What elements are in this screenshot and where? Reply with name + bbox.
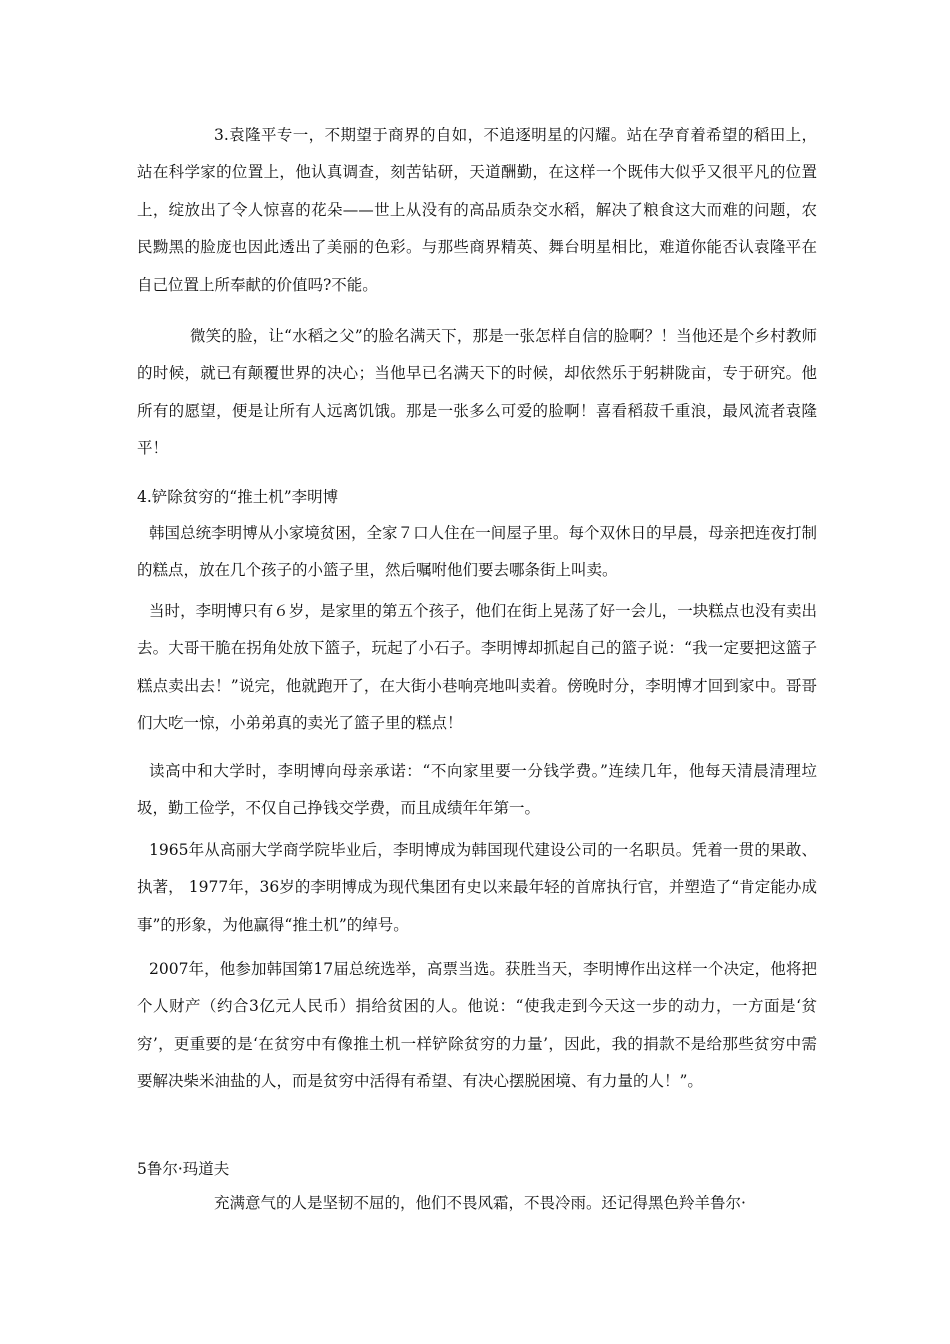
section4-paragraph-3: 读高中和大学时，李明博向母亲承诺：“不向家里要一分钱学费。”连续几年，他每天清晨清理垃圾，勤工俭学，不仅自己挣钱交学费，而且成绩年年第一。	[137, 762, 817, 818]
section4-heading: 4.铲除贫穷的“推土机”李明博	[137, 488, 339, 506]
section3-paragraph-2: 微笑的脸，让“水稻之父”的脸名满天下，那是一张怎样自信的脸啊？！当他还是个乡村教师的时候，就已有颠覆世界的决心；当他早已名满天下的时候，却依然乐于躬耕陇亩，专于研究。他所有的愿望，便是让所有人远离饥饿。那是一张多么可爱的脸啊！喜看稻菽千重浪，最风流者袁隆平！	[137, 327, 817, 458]
section3-paragraph-1: 3.袁隆平专一，不期望于商界的自如，不追逐明星的闪耀。站在孕育着希望的稻田上，站在科学家的位置上，他认真调查，刻苦钻研，天道酬勤，在这样一个既伟大似乎又很平凡的位置上，绽放出了令人惊喜的花朵——世上从没有的高品质杂交水稻，解决了粮食这大而难的问题，农民黝黑的脸庞也因此透出了美丽的色彩。与那些商界精英、舞台明星相比，难道你能否认袁隆平在自己位置上所奉献的价值吗?不能。	[137, 126, 817, 294]
section5-paragraph-1: 充满意气的人是坚韧不屈的，他们不畏风霜，不畏冷雨。还记得黑色羚羊鲁尔·	[214, 1194, 746, 1212]
section4-paragraph-1: 韩国总统李明博从小家境贫困，全家７口人住在一间屋子里。每个双休日的早晨，母亲把连夜打制的糕点，放在几个孩子的小篮子里，然后嘱咐他们要去哪条街上叫卖。	[137, 524, 817, 580]
section4-paragraph-5: 2007年，他参加韩国第17届总统选举，高票当选。获胜当天，李明博作出这样一个决定，他将把个人财产（约合3亿元人民币）捐给贫困的人。他说：“使我走到今天这一步的动力，一方面是‘贫穷’，更重要的是‘在贫穷中有像推土机一样铲除贫穷的力量’，因此，我的捐款不是给那些贫穷中需要解决柴米油盐的人，而是贫穷中活得有希望、有决心摆脱困境、有力量的人！”。	[137, 960, 817, 1091]
section4-paragraph-4: 1965年从高丽大学商学院毕业后，李明博成为韩国现代建设公司的一名职员。凭着一贯的果敢、执著， 1977年，36岁的李明博成为现代集团有史以来最年轻的首席执行官，并塑造了“肯定能办成事”的形象，为他赢得“推土机”的绰号。	[137, 841, 817, 934]
section4-paragraph-2: 当时，李明博只有６岁，是家里的第五个孩子，他们在街上晃荡了好一会儿，一块糕点也没有卖出去。大哥干脆在拐角处放下篮子，玩起了小石子。李明博却抓起自己的篮子说：“我一定要把这篮子糕点卖出去！”说完，他就跑开了，在大街小巷响亮地叫卖着。傍晚时分，李明博才回到家中。哥哥们大吃一惊，小弟弟真的卖光了篮子里的糕点！	[137, 602, 817, 733]
section5-heading: 5鲁尔·玛道夫	[137, 1160, 230, 1178]
